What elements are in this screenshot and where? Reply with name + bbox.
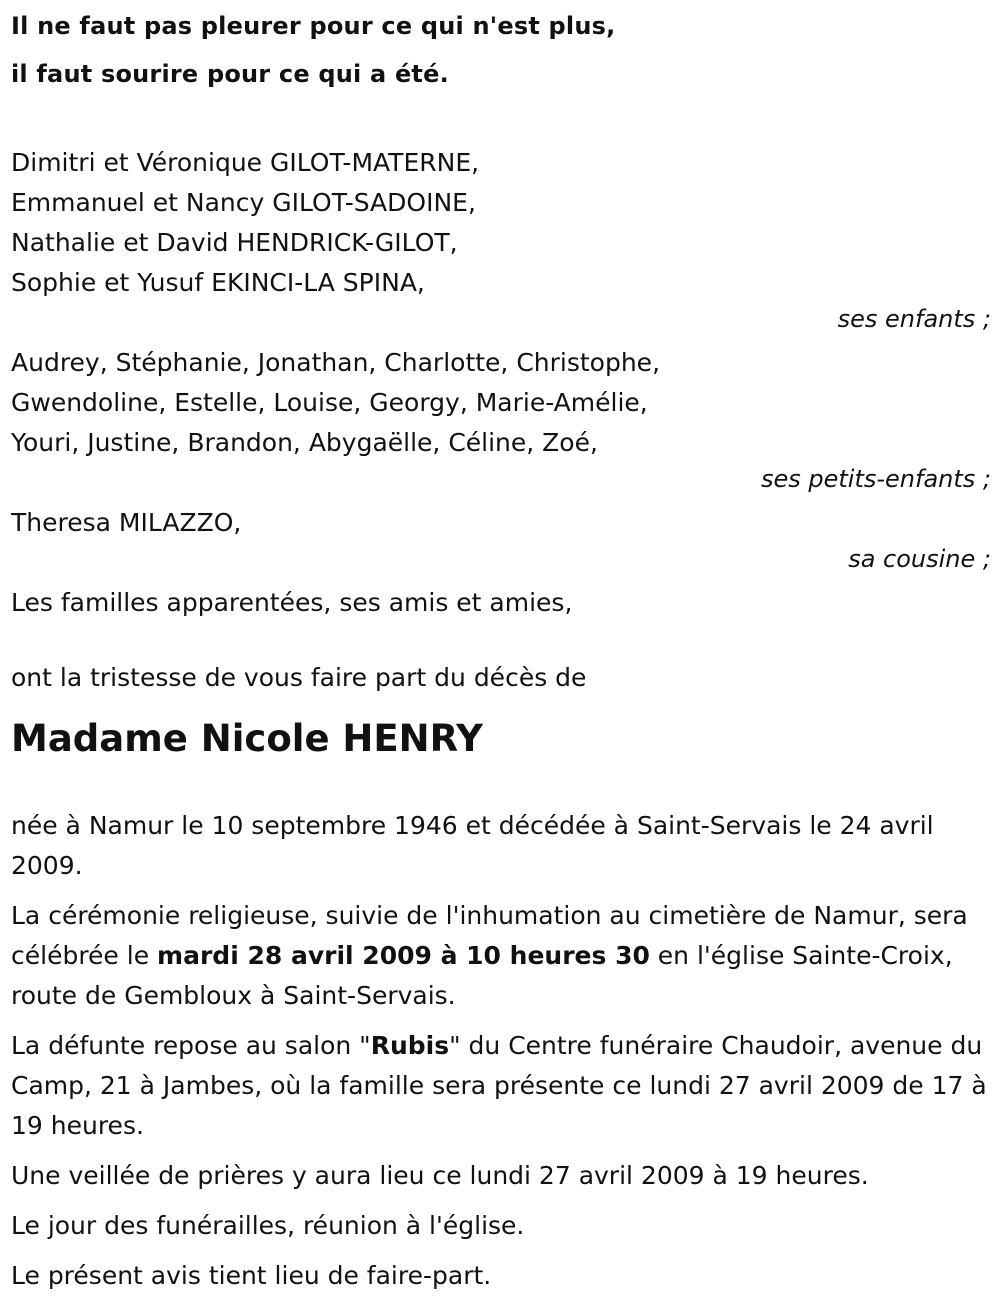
salon-name: Rubis xyxy=(370,1031,450,1060)
meeting-paragraph: Le jour des funérailles, réunion à l'église. xyxy=(11,1211,525,1240)
ceremony-text-after: en l'église Sainte-Croix, route de Gembloux à Saint-Servais. xyxy=(11,941,953,1010)
children-section xyxy=(11,143,991,335)
grandchildren-role: ses petits-enfants ; xyxy=(760,465,991,493)
deceased-name: Madame Nicole HENRY xyxy=(11,717,483,760)
epigraph-line-1: Il ne faut pas pleurer pour ce qui n'est plus, xyxy=(11,12,616,40)
grandchild-names-line: Youri, Justine, Brandon, Abygaëlle, Céline, Zoé, xyxy=(11,428,598,457)
epigraph xyxy=(11,2,991,98)
child-names-line: Emmanuel et Nancy GILOT-SADOINE, xyxy=(11,188,476,217)
grandchild-names-line: Gwendoline, Estelle, Louise, Georgy, Marie-Amélie, xyxy=(11,388,648,417)
notice-paragraph: Le présent avis tient lieu de faire-part. xyxy=(11,1261,492,1290)
repose-paragraph xyxy=(11,1026,991,1146)
families-line: Les familles apparentées, ses amis et amies, xyxy=(11,588,573,617)
children-role: ses enfants ; xyxy=(837,305,991,333)
ceremony-text-before: La cérémonie religieuse, suivie de l'inhumation au cimetière de Namur, sera célébrée le xyxy=(11,901,968,970)
obituary-notice xyxy=(11,0,991,1296)
repose-text-before: La défunte repose au salon " xyxy=(11,1031,371,1060)
child-names-line: Dimitri et Véronique GILOT-MATERNE, xyxy=(11,148,480,177)
cousin-role: sa cousine ; xyxy=(848,545,991,573)
ceremony-date-time: mardi 28 avril 2009 à 10 heures 30 xyxy=(157,941,650,970)
cousin-section xyxy=(11,503,991,575)
announcement-line: ont la tristesse de vous faire part du décès de xyxy=(11,663,587,692)
ceremony-paragraph xyxy=(11,896,991,1016)
child-names-line: Nathalie et David HENDRICK-GILOT, xyxy=(11,228,458,257)
child-names-line: Sophie et Yusuf EKINCI-LA SPINA, xyxy=(11,268,425,297)
epigraph-line-2: il faut sourire pour ce qui a été. xyxy=(11,60,449,88)
cousin-name: Theresa MILAZZO, xyxy=(11,508,242,537)
grandchild-names-line: Audrey, Stéphanie, Jonathan, Charlotte, Christophe, xyxy=(11,348,661,377)
vigil-paragraph: Une veillée de prières y aura lieu ce lundi 27 avril 2009 à 19 heures. xyxy=(11,1161,869,1190)
repose-text-after: " du Centre funéraire Chaudoir, avenue du Camp, 21 à Jambes, où la famille sera présente ce lundi 27 avril 2009 de 17 à 19 heures. xyxy=(11,1031,987,1140)
birth-death-paragraph: née à Namur le 10 septembre 1946 et décédée à Saint-Servais le 24 avril 2009. xyxy=(11,811,934,880)
grandchildren-section xyxy=(11,343,991,495)
